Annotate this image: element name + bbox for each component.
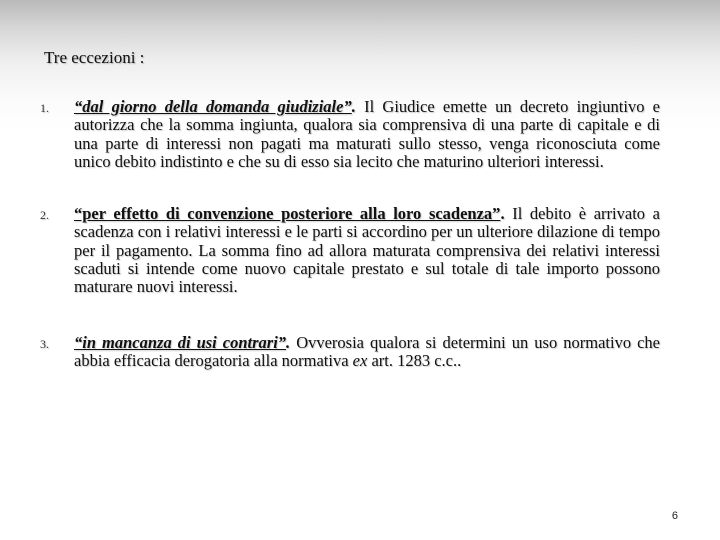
- item-lead-tail: .: [500, 204, 505, 224]
- list-item: [40, 334, 660, 371]
- item-number: 2.: [40, 208, 49, 223]
- item-lead-tail: .: [286, 332, 291, 352]
- item-text: Il debito è arrivato a scadenza con i relativi interessi e le parti si accordino per un ulteriore dilazione di tempo per il pagamento. La somma fino ad allora maturata comprensiva dei relativi interessi scaduti si intende come nuovo capitale prestato e sul totale di tale importo possono maturare nuovi interessi.: [74, 204, 660, 297]
- item-lead-underlined: “per effetto di convenzione posteriore alla loro scadenza”: [74, 204, 501, 224]
- item-text-after-ex: art. 1283 c.c..: [367, 350, 462, 370]
- item-lead-underlined: “in mancanza di usi contrari”: [74, 332, 287, 352]
- item-number: 3.: [40, 336, 49, 351]
- slide-title: Tre eccezioni :: [44, 48, 145, 67]
- list-item: [40, 98, 660, 171]
- item-lead: [74, 333, 290, 352]
- item-lead-tail: .: [351, 97, 356, 116]
- item-text-ex: ex: [352, 350, 368, 370]
- item-text-before-ex: Ovverosia qualora si determini un uso normativo che abbia efficacia derogatoria alla normativa: [74, 332, 660, 370]
- item-number: 1.: [40, 101, 49, 115]
- item-lead-underlined: “dal giorno della domanda giudiziale”: [74, 97, 352, 116]
- page-number: 6: [671, 510, 678, 522]
- list-item: [40, 205, 660, 296]
- exceptions-list: [40, 98, 660, 404]
- item-lead: [74, 97, 356, 116]
- item-text: Il Giudice emette un decreto ingiuntivo e autorizza che la somma ingiunta, qualora sia comprensiva di una parte di capitale e di una parte di interessi non pagati ma maturati sullo stesso, venga riconosciuta come unico debito indistinto e che su di esso sia lecito che maturino ulteriori interessi.: [74, 97, 661, 171]
- item-lead: [74, 204, 505, 223]
